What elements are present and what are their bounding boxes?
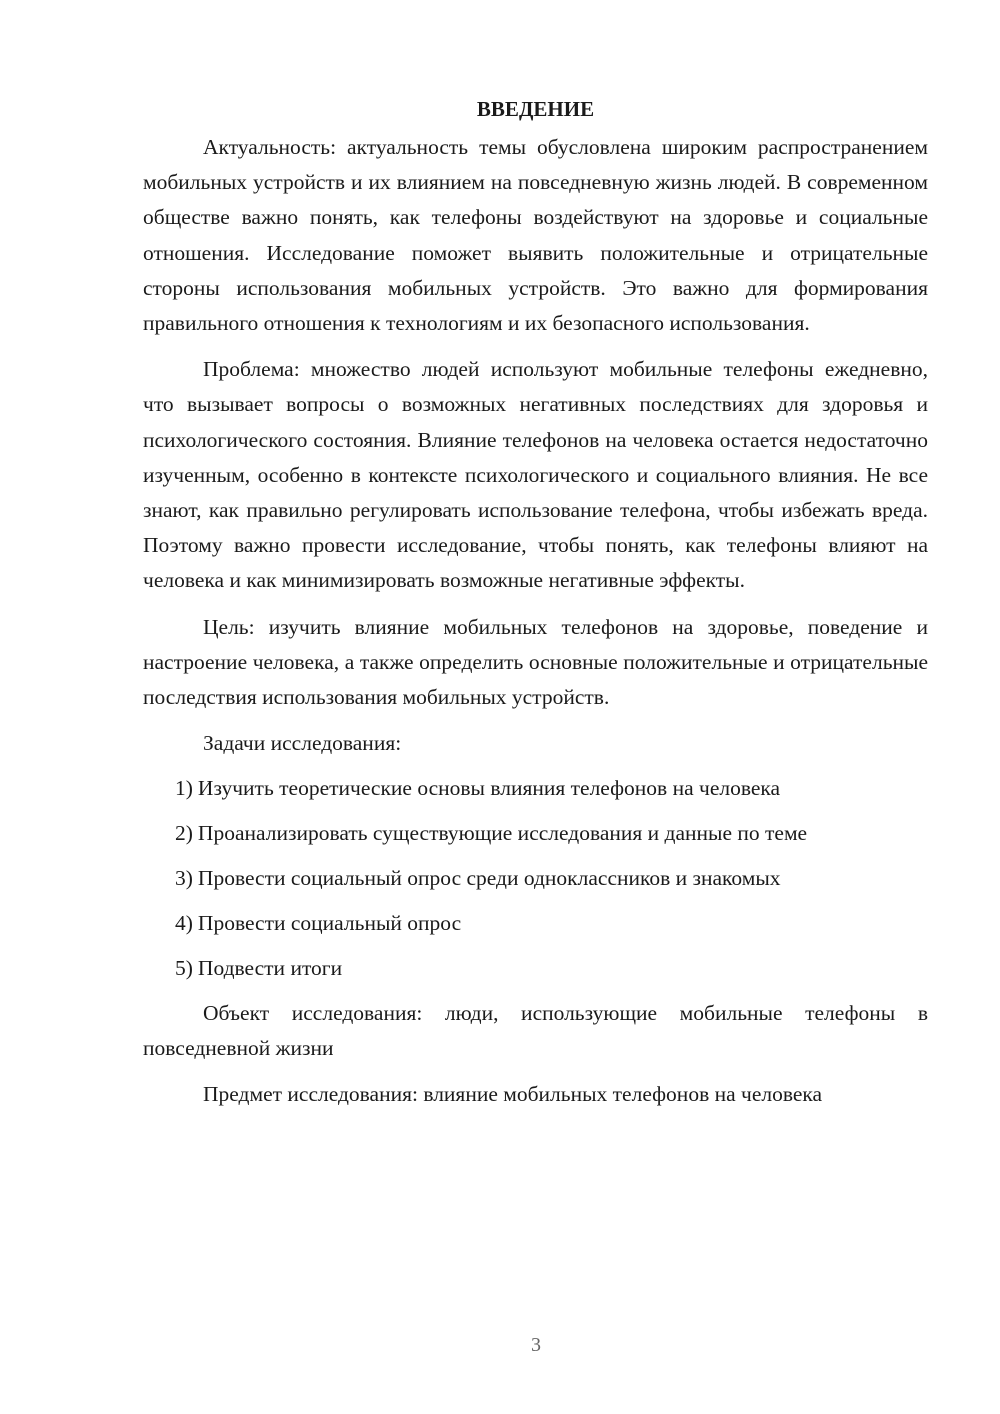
list-item [143, 861, 928, 896]
paragraph-relevance: Актуальность: актуальность темы обусловлена широким распространением мобильных устройств и их влиянием на повседневную жизнь людей. В современном обществе важно понять, как телефоны воздействуют на здоровье и социальные отношения. Исследование поможет выявить положительные и отрицательные стороны использования мобильных устройств. Это важно для формирования правильного отношения к технологиям и их безопасного использования. [143, 135, 928, 336]
list-item [143, 906, 928, 941]
paragraph-object: Объект исследования: люди, использующие мобильные телефоны в повседневной жизни [143, 1001, 928, 1061]
paragraph-goal: Цель: изучить влияние мобильных телефонов на здоровье, поведение и настроение человека, а также определить основные положительные и отрицательные последствия использования мобильных устройств. [143, 614, 928, 710]
list-item-text: Проанализировать существующие исследования и данные по теме [197, 821, 808, 846]
list-item [143, 816, 928, 851]
list-item-number: 2) [175, 821, 193, 846]
list-item-number: 3) [175, 866, 193, 891]
section-title: ВВЕДЕНИЕ [476, 97, 595, 121]
list-item-number: 4) [175, 911, 193, 936]
list-item-text: Подвести итоги [197, 956, 343, 981]
list-item [143, 771, 928, 806]
list-item-text: Провести социальный опрос [197, 911, 462, 936]
page-number: 3 [531, 1334, 541, 1356]
list-item-text: Изучить теоретические основы влияния телефонов на человека [197, 776, 781, 801]
list-item-number: 1) [175, 776, 193, 801]
list-item [143, 951, 928, 986]
list-item-number: 5) [175, 956, 193, 981]
paragraph-subject: Предмет исследования: влияние мобильных телефонов на человека [203, 1081, 823, 1106]
document-page [143, 92, 928, 1123]
list-item-text: Провести социальный опрос среди одноклассников и знакомых [197, 866, 781, 891]
tasks-heading: Задачи исследования: [203, 731, 402, 756]
paragraph-problem: Проблема: множество людей используют мобильные телефоны ежедневно, что вызывает вопросы о возможных негативных последствиях для здоровья и психологического состояния. Влияние телефонов на человека остается недостаточно изученным, особенно в контексте психологического и социального влияния. Не все знают, как правильно регулировать использование телефона, чтобы избежать вреда. Поэтому важно провести исследование, чтобы понять, как телефоны влияют на человека и как минимизировать возможные негативные эффекты. [143, 357, 928, 593]
